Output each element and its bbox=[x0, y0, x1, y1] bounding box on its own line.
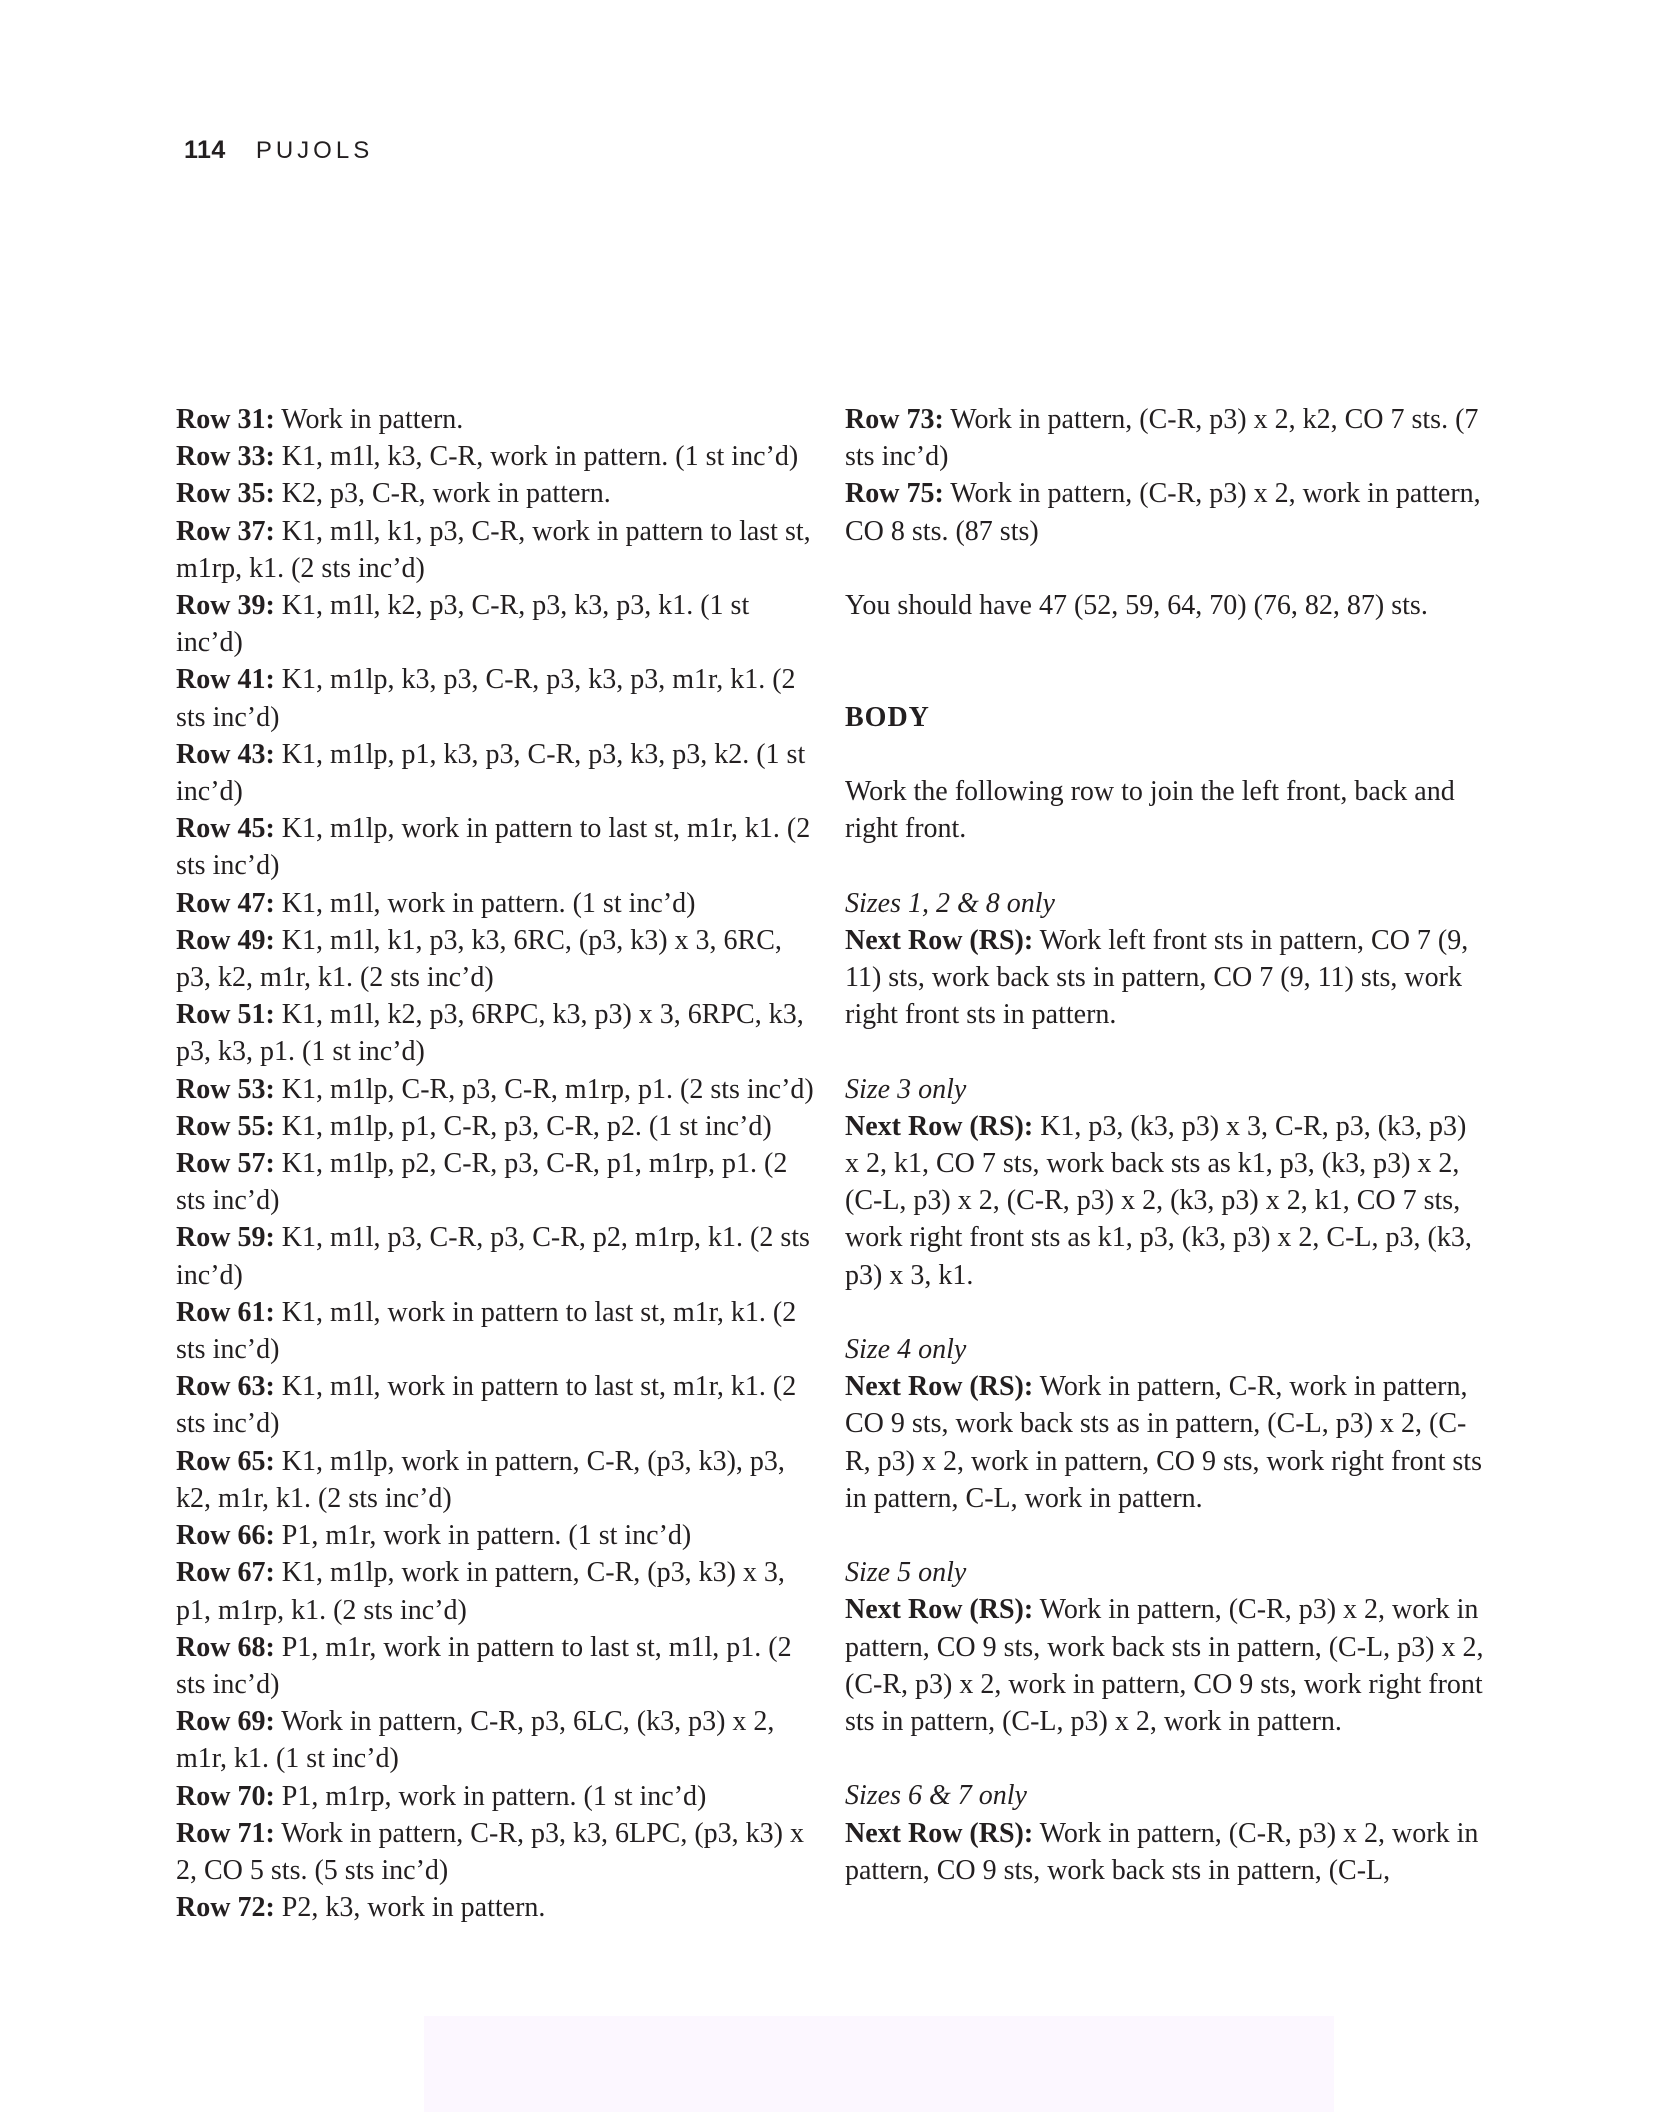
row-instruction: Row 61: K1, m1l, work in pattern to last st, m1r, k1. (2 sts inc’d) bbox=[176, 1296, 797, 1366]
size-instruction: Next Row (RS): K1, p3, (k3, p3) x 3, C-R, p3, (k3, p3) x 2, k1, CO 7 sts, work back sts as k1, p3, (k3, p3) x 2, (C-L, p3) x 2, (C-R, p3) x 2, (k3, p3) x 2, k1, CO 7 sts, work right front sts as k1, p3, (k3, p3) x 2, C-L, p3, (k3, p3) x 3, k1. bbox=[845, 1110, 1472, 1291]
row-instruction: Row 37: K1, m1l, k1, p3, C-R, work in pattern to last st, m1rp, k1. (2 sts inc’d) bbox=[176, 515, 811, 584]
row-instruction: Row 71: Work in pattern, C-R, p3, k3, 6LPC, (p3, k3) x 2, CO 5 sts. (5 sts inc’d) bbox=[176, 1817, 804, 1886]
row-instruction: Row 72: P2, k3, work in pattern. bbox=[176, 1892, 546, 1924]
size-heading: Size 3 only bbox=[845, 1073, 967, 1105]
size-heading: Sizes 1, 2 & 8 only bbox=[845, 887, 1055, 919]
row-instruction: Row 59: K1, m1l, p3, C-R, p3, C-R, p2, m1rp, k1. (2 sts inc’d) bbox=[176, 1222, 810, 1291]
size-heading: Size 4 only bbox=[845, 1333, 967, 1365]
row-instruction: Row 68: P1, m1r, work in pattern to last st, m1l, p1. (2 sts inc’d) bbox=[176, 1631, 792, 1700]
row-instruction: Row 55: K1, m1lp, p1, C-R, p3, C-R, p2. (1 st inc’d) bbox=[176, 1110, 772, 1142]
row-instruction: Row 35: K2, p3, C-R, work in pattern. bbox=[176, 478, 611, 510]
bottom-tint-band bbox=[424, 2016, 1334, 2112]
row-instruction: Row 67: K1, m1lp, work in pattern, C-R, (p3, k3) x 3, p1, m1rp, k1. (2 sts inc’d) bbox=[176, 1557, 785, 1626]
stitch-total: You should have 47 (52, 59, 64, 70) (76, 82, 87) sts. bbox=[845, 590, 1428, 621]
size-instruction: Next Row (RS): Work in pattern, (C-R, p3) x 2, work in pattern, CO 9 sts, work back sts in pattern, (C-L, bbox=[845, 1817, 1479, 1886]
row-75-instruction: Row 75: Work in pattern, (C-R, p3) x 2, work in pattern, CO 8 sts. (87 sts) bbox=[845, 478, 1481, 547]
left-column bbox=[176, 401, 816, 1926]
row-instruction: Row 39: K1, m1l, k2, p3, C-R, p3, k3, p3, k1. (1 st inc’d) bbox=[176, 590, 750, 659]
row-instruction: Row 70: P1, m1rp, work in pattern. (1 st inc’d) bbox=[176, 1780, 707, 1812]
row-instruction: Row 41: K1, m1lp, k3, p3, C-R, p3, k3, p3, m1r, k1. (2 sts inc’d) bbox=[176, 664, 796, 733]
size-heading: Size 5 only bbox=[845, 1557, 967, 1589]
running-head bbox=[184, 136, 373, 165]
row-instruction: Row 43: K1, m1lp, p1, k3, p3, C-R, p3, k3, p3, k2. (1 st inc’d) bbox=[176, 738, 806, 808]
section-heading-body: BODY bbox=[845, 701, 930, 733]
row-instruction: Row 51: K1, m1l, k2, p3, 6RPC, k3, p3) x 3, 6RPC, k3, p3, k3, p1. (1 st inc’d) bbox=[176, 999, 804, 1068]
page-number: 114 bbox=[184, 136, 226, 164]
row-instruction: Row 66: P1, m1r, work in pattern. (1 st inc’d) bbox=[176, 1520, 692, 1552]
body-intro: Work the following row to join the left front, back and right front. bbox=[845, 775, 1455, 845]
size-instruction: Next Row (RS): Work in pattern, C-R, work in pattern, CO 9 sts, work back sts as in pattern, (C-L, p3) x 2, (C-R, p3) x 2, work in pattern, CO 9 sts, work right front sts in pattern, C-L, work in pattern. bbox=[845, 1371, 1482, 1514]
row-instruction: Row 45: K1, m1lp, work in pattern to last st, m1r, k1. (2 sts inc’d) bbox=[176, 813, 811, 882]
row-instruction: Row 53: K1, m1lp, C-R, p3, C-R, m1rp, p1. (2 sts inc’d) bbox=[176, 1073, 814, 1105]
right-column bbox=[845, 401, 1485, 1889]
row-instruction: Row 31: Work in pattern. bbox=[176, 404, 464, 435]
row-instruction: Row 49: K1, m1l, k1, p3, k3, 6RC, (p3, k3) x 3, 6RC, p3, k2, m1r, k1. (2 sts inc’d) bbox=[176, 924, 782, 994]
size-heading: Sizes 6 & 7 only bbox=[845, 1780, 1027, 1812]
size-instruction: Next Row (RS): Work in pattern, (C-R, p3) x 2, work in pattern, CO 9 sts, work back sts in pattern, (C-L, p3) x 2, (C-R, p3) x 2, work in pattern, CO 9 sts, work right front sts in pattern, (C-L, p3) x 2, work in pattern. bbox=[845, 1594, 1484, 1737]
row-instruction: Row 47: K1, m1l, work in pattern. (1 st inc’d) bbox=[176, 887, 696, 919]
row-instruction: Row 57: K1, m1lp, p2, C-R, p3, C-R, p1, m1rp, p1. (2 sts inc’d) bbox=[176, 1148, 788, 1217]
row-instruction: Row 65: K1, m1lp, work in pattern, C-R, (p3, k3), p3, k2, m1r, k1. (2 sts inc’d) bbox=[176, 1445, 785, 1514]
book-title: PUJOLS bbox=[255, 137, 374, 164]
size-instruction: Next Row (RS): Work left front sts in pattern, CO 7 (9, 11) sts, work back sts in pattern, CO 7 (9, 11) sts, work right front sts in pattern. bbox=[845, 924, 1469, 1031]
row-instruction: Row 33: K1, m1l, k3, C-R, work in pattern. (1 st inc’d) bbox=[176, 441, 799, 473]
row-instruction: Row 63: K1, m1l, work in pattern to last st, m1r, k1. (2 sts inc’d) bbox=[176, 1371, 797, 1440]
row-73-instruction: Row 73: Work in pattern, (C-R, p3) x 2, k2, CO 7 sts. (7 sts inc’d) bbox=[845, 404, 1479, 473]
row-instruction: Row 69: Work in pattern, C-R, p3, 6LC, (k3, p3) x 2, m1r, k1. (1 st inc’d) bbox=[176, 1706, 775, 1775]
